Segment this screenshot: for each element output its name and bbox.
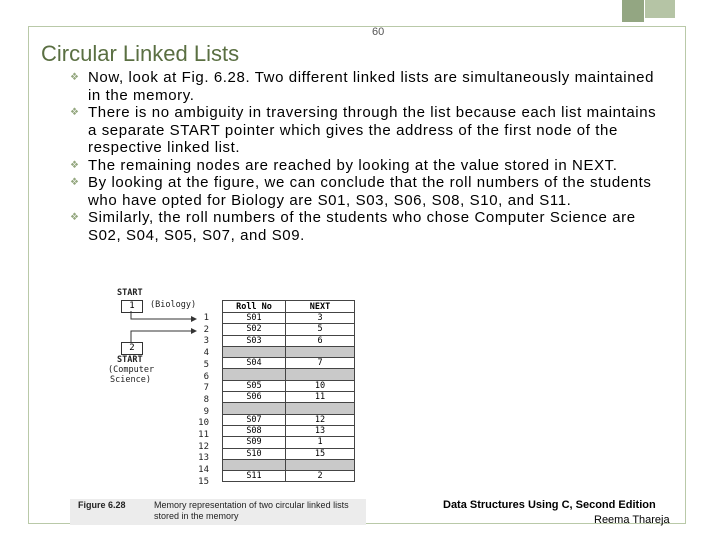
roll-cell: S09: [223, 437, 286, 448]
table-row: [223, 369, 355, 380]
roll-cell: [223, 369, 286, 380]
row-index: 15: [198, 476, 209, 487]
page-number: 60: [372, 26, 385, 38]
next-cell: [286, 459, 355, 470]
roll-cell: S11: [223, 471, 286, 482]
row-index: 2: [203, 324, 209, 335]
figure-caption: [70, 499, 366, 525]
caption-text: Memory representation of two circular linked lists stored in the memory: [154, 500, 349, 521]
roll-cell: [223, 346, 286, 357]
roll-cell: S03: [223, 335, 286, 346]
next-cell: 11: [286, 392, 355, 403]
bullet-text: There is no ambiguity in traversing through the list because each list maintains a separate START pointer which gives the address of the first node of the respective linked list.: [88, 104, 657, 156]
roll-cell: S01: [223, 313, 286, 324]
start2-list-name-line2: Science): [110, 375, 151, 385]
table-row: [223, 392, 355, 403]
roll-cell: [223, 403, 286, 414]
table-row: [223, 324, 355, 335]
roll-cell: S08: [223, 425, 286, 436]
row-index: 7: [203, 383, 209, 394]
row-index: 3: [203, 336, 209, 347]
next-cell: [286, 403, 355, 414]
row-index: 9: [203, 406, 209, 417]
table-row: [223, 380, 355, 391]
table-row: [223, 414, 355, 425]
table-row: [223, 437, 355, 448]
roll-cell: S04: [223, 358, 286, 369]
next-cell: 15: [286, 448, 355, 459]
bullet-icon: ❖: [70, 107, 80, 118]
table-row: [223, 346, 355, 357]
col-roll-header: Roll No: [223, 301, 286, 313]
roll-cell: [223, 459, 286, 470]
memory-table-body: [223, 313, 355, 482]
roll-cell: S07: [223, 414, 286, 425]
start2-arrow: [131, 331, 196, 342]
row-index: 5: [203, 359, 209, 370]
row-index: 1: [203, 313, 209, 323]
start1-label: START: [117, 288, 143, 298]
caption-label: Figure 6.28: [78, 500, 126, 510]
start2-list-name-line1: (Computer: [108, 365, 155, 375]
next-cell: 1: [286, 437, 355, 448]
row-index: 4: [203, 348, 209, 359]
next-cell: 12: [286, 414, 355, 425]
table-row: [223, 403, 355, 414]
roll-cell: S02: [223, 324, 286, 335]
bullet-text: Now, look at Fig. 6.28. Two different linked lists are simultaneously maintained in the memory.: [88, 69, 655, 104]
table-row: [223, 471, 355, 482]
footer-author: Reema Thareja: [594, 514, 670, 526]
row-index: 14: [198, 465, 209, 476]
row-index: 10: [198, 418, 209, 429]
row-index: 13: [198, 453, 209, 464]
next-cell: [286, 346, 355, 357]
next-cell: 10: [286, 380, 355, 391]
next-cell: 6: [286, 335, 355, 346]
slide-title: Circular Linked Lists: [41, 41, 240, 66]
start2-label: START: [117, 355, 143, 365]
row-index: 11: [198, 430, 209, 440]
start1-arrow: [131, 311, 196, 319]
table-row: [223, 335, 355, 346]
bullet-icon: ❖: [70, 159, 80, 171]
roll-cell: S05: [223, 380, 286, 391]
table-row: [223, 459, 355, 470]
table-row: [223, 425, 355, 436]
table-row: [223, 313, 355, 324]
start1-box: 1: [121, 300, 143, 313]
roll-cell: S06: [223, 392, 286, 403]
bullet-text: Similarly, the roll numbers of the students who chose Computer Science are S02, S04, S05, S07, and S09.: [88, 209, 636, 244]
next-cell: 3: [286, 313, 355, 324]
bullet-text: By looking at the figure, we can conclude that the roll numbers of the students who have opted for Biology are S01, S03, S06, S08, S10, and S11.: [88, 174, 652, 209]
memory-table: [222, 300, 355, 482]
footer-book-title: Data Structures Using C, Second Edition: [443, 499, 656, 511]
roll-cell: S10: [223, 448, 286, 459]
next-cell: [286, 369, 355, 380]
start2-box: 2: [121, 342, 143, 355]
col-next-header: NEXT: [286, 301, 355, 313]
start1-list-name: (Biology): [150, 300, 197, 310]
table-row: [223, 358, 355, 369]
next-cell: 13: [286, 425, 355, 436]
bullet-icon: ❖: [70, 72, 80, 83]
next-cell: 5: [286, 324, 355, 335]
row-index: 8: [203, 394, 209, 405]
row-index: 12: [198, 441, 209, 452]
next-cell: 2: [286, 471, 355, 482]
bullet-icon: ❖: [70, 177, 80, 188]
bullet-icon: ❖: [70, 212, 80, 223]
bullet-text: The remaining nodes are reached by looking at the value stored in NEXT.: [88, 156, 618, 174]
row-index: 6: [203, 371, 209, 382]
table-row: [223, 448, 355, 459]
next-cell: 7: [286, 358, 355, 369]
